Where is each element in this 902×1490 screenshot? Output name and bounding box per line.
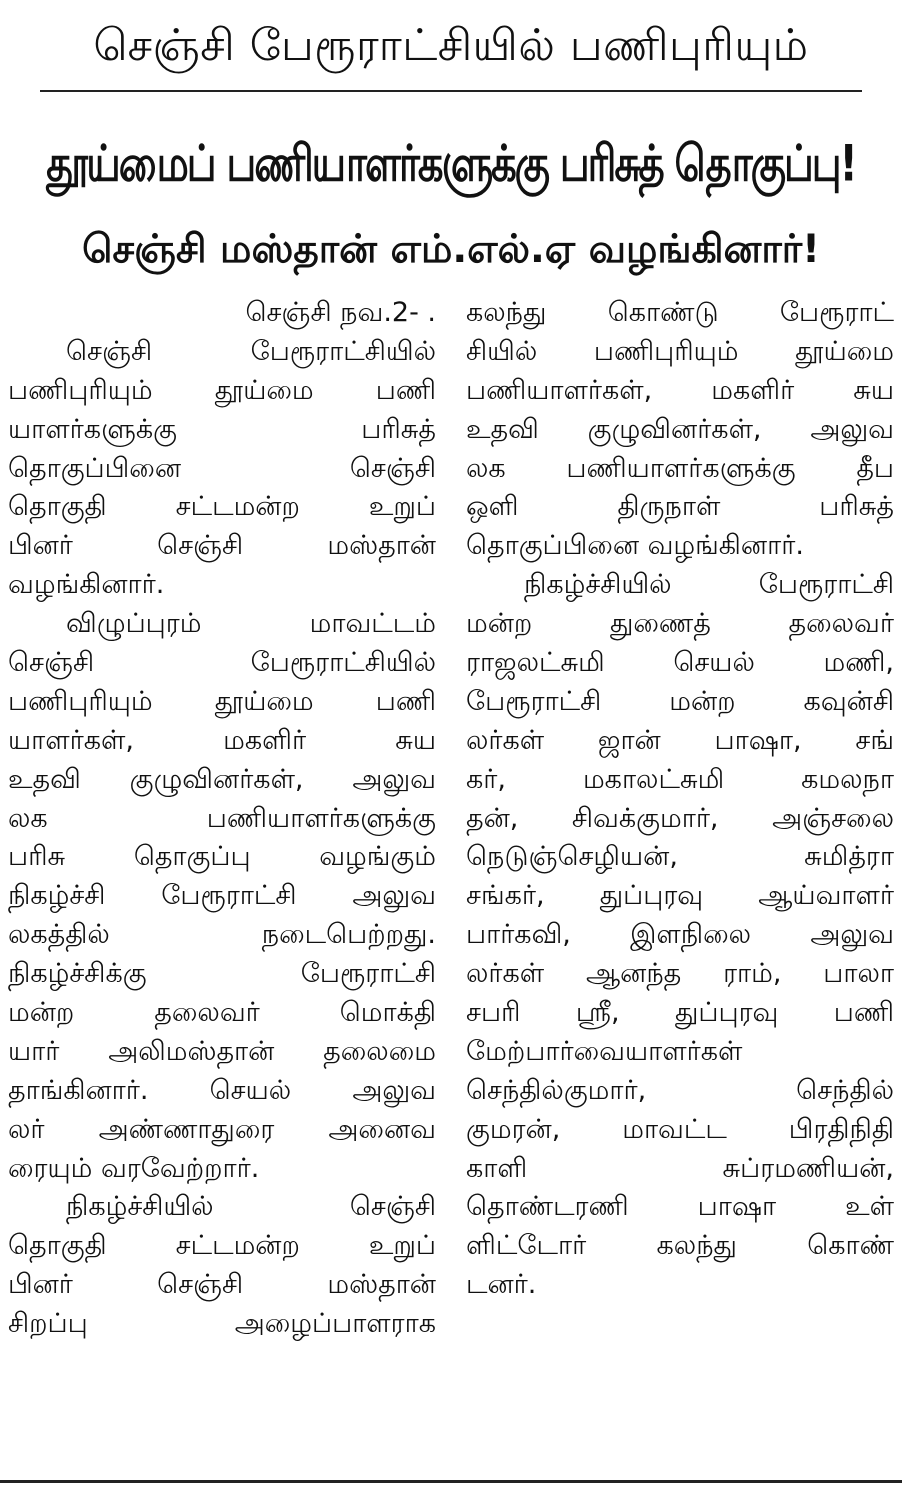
body-line: உதவி குழுவினர்கள், அலுவ: [8, 763, 436, 795]
body-line: ஒளி திருநாள் பரிசுத்: [466, 491, 894, 523]
body-line: லக பணியாளர்களுக்கு: [8, 802, 436, 834]
body-line: யாளர்கள், மகளிர் சுய: [8, 724, 436, 756]
article-subhead: செஞ்சி மஸ்தான் எம்.எல்.ஏ வழங்கினார்!: [82, 227, 820, 272]
body-line: நிகழ்ச்சியில் செஞ்சி: [66, 1191, 436, 1223]
body-line: ளிட்டோர் கலந்து கொண்: [466, 1230, 894, 1262]
bottom-border: [0, 1480, 902, 1483]
body-line: தொகுதி சட்டமன்ற உறுப்: [8, 1230, 436, 1262]
body-line: தொகுப்பினை செஞ்சி: [8, 452, 436, 484]
body-line: சிறப்பு அழைப்பாளராக: [8, 1308, 436, 1340]
body-line: கர், மகாலட்சுமி கமலநா: [466, 763, 894, 795]
body-line: நிகழ்ச்சியில் பேரூராட்சி: [524, 569, 894, 601]
body-line: மன்ற துணைத் தலைவர்: [466, 608, 894, 640]
body-line: லக பணியாளர்களுக்கு தீப: [466, 452, 894, 484]
body-line: செந்தில்குமார், செந்தில்: [466, 1074, 894, 1106]
body-line: தன், சிவக்குமார், அஞ்சலை: [466, 802, 894, 834]
body-line: மேற்பார்வையாளர்கள்: [466, 1035, 743, 1067]
body-line: குமரன், மாவட்ட பிரதிநிதி: [466, 1113, 894, 1145]
body-line: யார் அலிமஸ்தான் தலைமை: [8, 1035, 436, 1067]
body-line: பினர் செஞ்சி மஸ்தான்: [8, 530, 436, 562]
body-line: மன்ற தலைவர் மொக்தி: [8, 997, 436, 1029]
body-line: டனர்.: [466, 1269, 537, 1301]
body-line: பரிசு தொகுப்பு வழங்கும்: [8, 841, 436, 873]
body-line: வழங்கினார்.: [8, 569, 165, 601]
body-line: தொகுதி சட்டமன்ற உறுப்: [8, 491, 436, 523]
body-line: பார்கவி, இளநிலை அலுவ: [466, 919, 894, 951]
body-line: யாளர்களுக்கு பரிசுத்: [8, 413, 436, 445]
body-line: பணிபுரியும் தூய்மை பணி: [8, 685, 436, 717]
body-line: சியில் பணிபுரியும் தூய்மை: [466, 335, 894, 367]
kicker-divider: [40, 90, 862, 92]
body-line: நிகழ்ச்சிக்கு பேரூராட்சி: [8, 958, 436, 990]
body-line: பினர் செஞ்சி மஸ்தான்: [8, 1269, 436, 1301]
body-line: நிகழ்ச்சி பேரூராட்சி அலுவ: [8, 880, 436, 912]
body-line: காளி சுப்ரமணியன்,: [466, 1152, 894, 1184]
body-line: லர்கள் ஜான் பாஷா, சங்: [466, 724, 894, 756]
body-line: ரையும் வரவேற்றார்.: [8, 1152, 260, 1184]
body-line: லகத்தில் நடைபெற்றது.: [8, 919, 436, 951]
body-line: தாங்கினார். செயல் அலுவ: [8, 1074, 436, 1106]
body-column-right: [466, 294, 894, 1305]
body-line: பேரூராட்சி மன்ற கவுன்சி: [466, 685, 894, 717]
body-line: செஞ்சி பேரூராட்சியில்: [8, 647, 436, 679]
article-headline: தூய்மைப் பணியாளர்களுக்கு பரிசுத் தொகுப்பு!: [46, 135, 856, 193]
body-line: செஞ்சி பேரூராட்சியில்: [66, 335, 436, 367]
body-line: விழுப்புரம் மாவட்டம்: [66, 608, 436, 640]
body-line: சங்கர், துப்புரவு ஆய்வாளர்: [466, 880, 894, 912]
body-line: சபரி ஸ்ரீ, துப்புரவு பணி: [466, 997, 894, 1029]
body-column-left: [8, 294, 436, 1344]
body-line: தொகுப்பினை வழங்கினார்.: [466, 530, 804, 562]
body-line: லர்கள் ஆனந்த ராம், பாலா: [466, 958, 894, 990]
article-kicker: செஞ்சி பேரூராட்சியில் பணிபுரியும்: [93, 20, 809, 71]
body-line: ராஜலட்சுமி செயல் மணி,: [466, 647, 894, 679]
body-line: உதவி குழுவினர்கள், அலுவ: [466, 413, 894, 445]
body-line: பணிபுரியும் தூய்மை பணி: [8, 374, 436, 406]
body-line: கலந்து கொண்டு பேரூராட்: [466, 297, 894, 328]
body-line: நெடுஞ்செழியன், சுமித்ரா: [466, 841, 894, 873]
body-line: பணியாளர்கள், மகளிர் சுய: [466, 374, 894, 406]
dateline: செஞ்சி நவ.2- .: [245, 297, 436, 328]
body-line: தொண்டரணி பாஷா உள்: [466, 1191, 894, 1223]
body-line: லர் அண்ணாதுரை அனைவ: [8, 1113, 436, 1145]
